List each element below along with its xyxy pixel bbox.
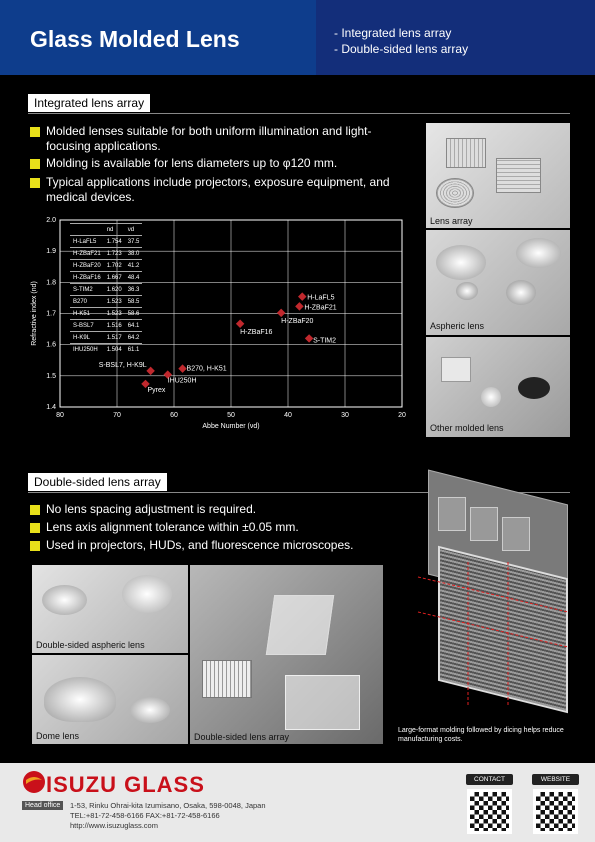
address-block: 1-53, Rinku Ohrai-kita Izumisano, Osaka, 598-0048, Japan TEL:+81-72-458-6166 FAX:+81-72-458-6166 http://www.isuzuglass.com [70,801,266,830]
table-row: B270 1.523 58.5 [70,296,142,308]
data-point-label: IHU250H [167,377,197,385]
bullet-square-icon [30,127,40,137]
company-name: ISUZU GLASS [46,772,205,797]
aspheric-lens-shape [456,282,478,300]
lens-shape [122,575,172,613]
table-header-row: nd νd [70,224,142,236]
contact-label: CONTACT [466,774,513,785]
dome-shape [44,677,116,722]
other-lens-shape [518,377,550,399]
table-row: S-TIM2 1.620 36.3 [70,284,142,296]
photo-caption: Double-sided lens array [194,732,290,742]
x-tick-label: 20 [398,412,406,419]
dome-shape [130,697,170,723]
x-tick-label: 50 [227,412,235,419]
bullet-square-icon [30,523,40,533]
photo-caption: Lens array [430,216,473,226]
y-tick-label: 1.8 [46,279,56,287]
lens-array-shape [436,178,474,208]
bullet-item: Molding is available for lens diameters up to φ120 mm. [30,156,400,171]
lens-array-shape [446,138,486,168]
diagram-caption: Large-format molding followed by dicing helps reduce manufacturing costs. [398,727,564,743]
header-bar [0,0,595,75]
bullet-item: Typical applications include projectors, exposure equipment, and medical devices. [30,175,400,205]
other-lens-shape [481,387,501,407]
bullet-square-icon [30,505,40,515]
x-tick-label: 60 [170,412,178,419]
x-tick-label: 80 [56,412,64,419]
header-right-panel [316,0,595,75]
y-tick-label: 2.0 [46,217,56,224]
table-row: IHU250H 1.504 61.1 [70,344,142,356]
section-label-double-sided: Double-sided lens array [28,473,167,491]
table-row: H-ZBaF16 1.667 48.4 [70,272,142,284]
other-lens-photo [426,337,570,437]
aspheric-lens-photo [426,230,570,335]
dicing-lines [398,482,573,712]
website-label: WEBSITE [532,774,579,785]
bullet-square-icon [30,159,40,169]
data-point-label: H-ZBaF21 [304,304,337,312]
contact-qr-icon[interactable] [467,789,512,834]
header-bullets [334,25,468,57]
bullet-square-icon [30,178,40,188]
data-point-label: H-LaFL5 [307,294,335,302]
table-row: H-K9L 1.517 64.2 [70,332,142,344]
aspheric-lens-shape [506,280,536,305]
header-bullet: - Integrated lens array [334,26,452,40]
section-label-integrated: Integrated lens array [28,94,150,112]
page-title: Glass Molded Lens [30,26,240,52]
header-bullet: - Double-sided lens array [334,42,469,56]
data-point-label: Pyrex [147,386,166,394]
table-row: H-K51 1.523 58.6 [70,308,142,320]
aspheric-lens-shape [436,245,486,280]
y-tick-label: 1.4 [46,404,56,411]
y-tick-label: 1.5 [46,372,56,380]
lens-array-photo [426,123,570,228]
website-qr-icon[interactable] [533,789,578,834]
glass-table [70,223,142,356]
photo-caption: Other molded lens [430,423,504,433]
x-axis-label: Abbe Number (νd) [202,423,260,430]
lens-array-shape [496,158,541,193]
lens-cube-shape [266,595,334,655]
bullet-item: Molded lenses suitable for both uniform illumination and light-focusing applications. [30,124,400,154]
lens-shape [42,585,87,615]
table-row: S-BSL7 1.516 64.1 [70,320,142,332]
photo-caption: Double-sided aspheric lens [36,640,145,650]
y-tick-label: 1.9 [46,248,56,256]
isuzu-logo-icon [22,770,46,794]
y-tick-label: 1.6 [46,341,56,349]
bullet-square-icon [30,541,40,551]
photo-caption: Aspheric lens [430,321,485,331]
bullet-item: Lens axis alignment tolerance within ±0.05 mm. [30,520,400,535]
table-row: H-ZBaF20 1.702 41.2 [70,260,142,272]
data-point-label: S-TIM2 [313,337,337,345]
x-tick-label: 40 [284,412,292,419]
y-tick-label: 1.7 [46,310,56,318]
lens-grid-shape [202,660,252,698]
data-point-label: B270, H-K51 [186,365,227,373]
table-row: H-ZBaF21 1.723 38.0 [70,248,142,260]
bullet-item: Used in projectors, HUDs, and fluorescence microscopes. [30,538,400,553]
table-row: H-LaFL5 1.754 37.5 [70,236,142,248]
other-lens-shape [441,357,471,382]
photo-caption: Dome lens [36,731,80,741]
x-tick-label: 70 [113,412,121,419]
bullet-item: No lens spacing adjustment is required. [30,502,400,517]
x-tick-label: 30 [341,412,349,419]
aspheric-lens-shape [516,238,561,268]
data-point-label: H-ZBaF16 [240,328,273,336]
dicing-diagram [398,482,573,712]
section-divider [28,113,570,114]
head-office-badge: Head office [22,801,63,810]
double-lens-array-photo [190,565,383,744]
data-point-label: H-ZBaF20 [281,317,314,325]
data-point-label: S-BSL7, H-K9L [98,361,147,369]
website-link[interactable]: http://www.isuzuglass.com [70,821,158,830]
double-aspheric-photo [32,565,188,653]
dome-lens-photo [32,655,188,744]
lens-block-shape [285,675,360,730]
y-axis-label: Refractive index (nd) [31,281,38,346]
